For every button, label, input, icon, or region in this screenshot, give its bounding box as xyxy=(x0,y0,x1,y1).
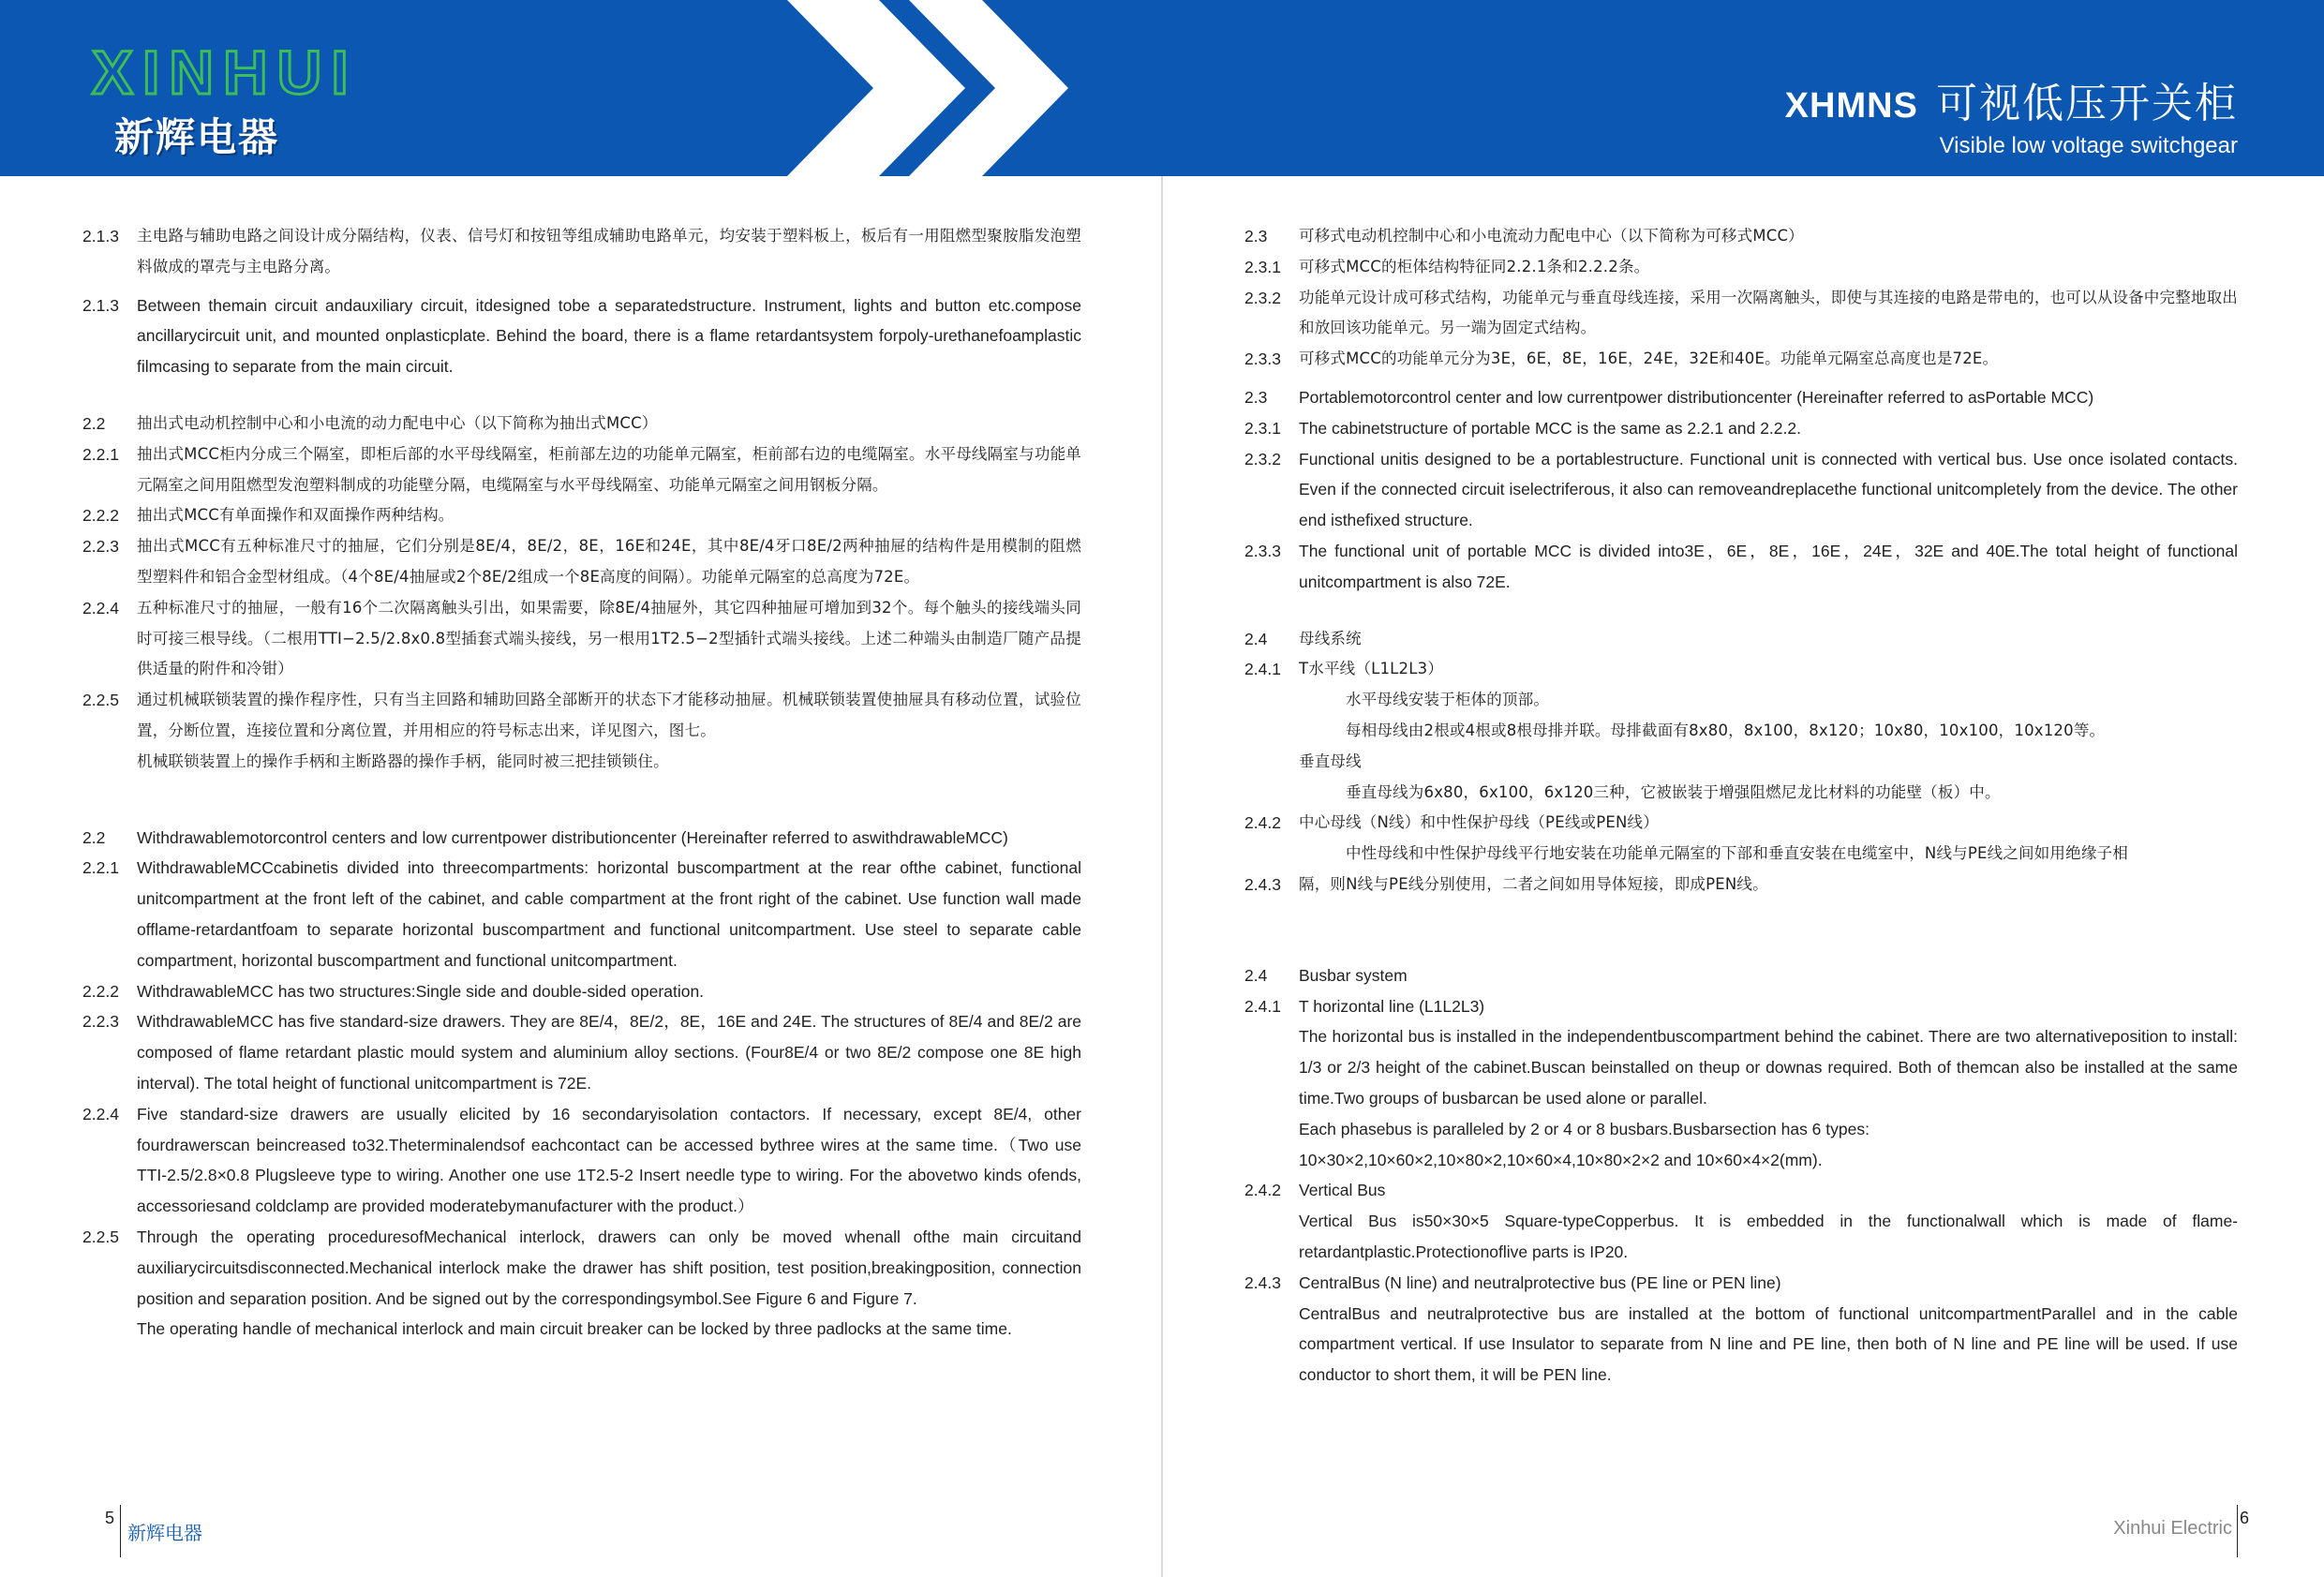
footer-brand: 新辉电器 xyxy=(127,1522,202,1544)
page-gutter xyxy=(1161,176,1163,1577)
section-2-3-3-en xyxy=(1244,536,2238,598)
section-2-2-en xyxy=(82,823,1081,854)
section-number: 2.3 xyxy=(1244,387,1268,407)
right-page xyxy=(1162,0,2324,1577)
section-2-2-5-cn-continued xyxy=(82,747,1081,778)
paragraph-text: 可移式MCC的柜体结构特征同2.2.1条和2.2.2条。 xyxy=(1299,257,1650,275)
section-number: 2.4.3 xyxy=(1244,1272,1281,1292)
section-heading: Busbar system xyxy=(1299,965,1408,985)
section-2-2-2-en xyxy=(82,976,1081,1007)
section-heading: Portablemotorcontrol center and low currentpower distributioncenter (Hereinafter referred to asPortable MCC) xyxy=(1299,387,2094,407)
paragraph-text: CentralBus (N line) and neutralprotective bus (PE line or PEN line) xyxy=(1299,1272,1781,1292)
section-number: 2.2 xyxy=(82,413,106,433)
section-2-4-3-en xyxy=(1244,1268,2238,1299)
subsection-heading: 垂直母线 xyxy=(1299,751,1362,770)
section-number: 2.4.2 xyxy=(1244,1181,1281,1200)
section-2-1-3-en xyxy=(82,290,1081,382)
paragraph-text: T水平线（L1L2L3） xyxy=(1299,660,1444,678)
section-number: 2.4.3 xyxy=(1244,874,1281,894)
section-2-4-3-cn xyxy=(1244,870,2238,900)
paragraph-text: The functional unit of portable MCC is divided into3E，6E，8E，16E，24E，32E and 40E.The total height of functional unitcompartment is also 72E. xyxy=(1299,541,2238,591)
footer-divider xyxy=(120,1505,121,1557)
paragraph-text: 功能单元设计成可移式结构，功能单元与垂直母线连接，采用一次隔离触头，即使与其连接的电路是带电的，也可以从设备中完整地取出和放回该功能单元。另一端为固定式结构。 xyxy=(1299,288,2238,337)
paragraph-text: Each phasebus is paralleled by 2 or 4 or 8 busbars.Busbarsection has 6 types: xyxy=(1299,1119,1870,1138)
section-2-3-2-cn xyxy=(1244,283,2238,345)
paragraph-text: 主电路与辅助电路之间设计成分隔结构，仪表、信号灯和按钮等组成辅助电路单元，均安装于塑料板上，板后有一用阻燃型聚胺脂发泡塑料做成的罩壳与主电路分离。 xyxy=(137,227,1081,275)
section-number: 2.2.2 xyxy=(82,506,119,526)
chevron-decoration xyxy=(731,0,1162,176)
section-heading: 抽出式电动机控制中心和小电流的动力配电中心（以下简称为抽出式MCC） xyxy=(137,413,658,432)
logo-chinese-text: 新辉电器 xyxy=(114,114,280,160)
section-2-3-en xyxy=(1244,382,2238,413)
right-page-text xyxy=(1244,221,2238,1391)
section-2-4-cn xyxy=(1244,624,2238,655)
section-heading: 母线系统 xyxy=(1299,629,1362,647)
section-number: 2.3.2 xyxy=(1244,288,1281,307)
section-number: 2.2 xyxy=(82,827,106,847)
right-footer xyxy=(2024,1503,2249,1557)
section-heading: Withdrawablemotorcontrol centers and low currentpower distributioncenter (Hereinafter referred to aswithdrawableMCC) xyxy=(137,827,1008,847)
section-number: 2.3.1 xyxy=(1244,257,1281,276)
section-2-2-5-cn xyxy=(82,685,1081,747)
section-number: 2.3.3 xyxy=(1244,541,1281,560)
left-page-text xyxy=(82,221,1081,1345)
paragraph-text: The horizontal bus is installed in the independentbuscompartment behind the cabinet. There are two alternativeposition to install: 1/3 or 2/3 height of the cabinet.Buscan beinstalled on theup or downas required. Both of themcan also be installed at the same time.Two groups of busbarcan be used alone or parallel. xyxy=(1299,1027,2238,1108)
paragraph-text: 10×30×2,10×60×2,10×80×2,10×60×4,10×80×2×2 and 10×60×4×2(mm). xyxy=(1299,1150,1823,1169)
paragraph-text: 每相母线由2根或4根或8根母排并联。母排截面有8x80，8x100，8x120；10x80，10x100，10x120等。 xyxy=(1346,721,2106,739)
section-number: 2.3.3 xyxy=(1244,350,1281,369)
section-2-2-cn xyxy=(82,409,1081,439)
section-2-4-1-cn xyxy=(1244,654,2238,685)
section-number: 2.2.3 xyxy=(82,537,119,557)
paragraph-text: 抽出式MCC有单面操作和双面操作两种结构。 xyxy=(137,506,454,525)
section-2-4-2-en xyxy=(1244,1175,2238,1206)
section-2-4-2-cn xyxy=(1244,808,2238,839)
product-title-en: Visible low voltage switchgear xyxy=(1939,133,2238,158)
paragraph-text: Five standard-size drawers are usually elicited by 16 secondaryisolation contactors. If necessary, except 8E/4, other fourdrawerscan beincreased to32.Theterminalendsof eachcontact can be accessed bythree wires at the same time.（Two use TTI-2.5/2.8×0.8 Plugsleeve type to wiring. Another one use 1T2.5-2 Insert needle type to wiring. For the abovetwo kinds ofends, accessoriesand coldclamp are provided moderatebymanufacturer with the product.） xyxy=(137,1104,1081,1216)
section-number: 2.4 xyxy=(1244,629,1268,648)
paragraph-text: WithdrawableMCC has five standard-size drawers. They are 8E/4，8E/2，8E，16E and 24E. The structures of 8E/4 and 8E/2 are composed of flame retardant plastic mould system and aluminium alloy sections. (Four8E/4 or two 8E/2 compose one 8E high interval). The total height of functional unitcompartment is 72E. xyxy=(137,1012,1081,1093)
paragraph-text: 中心母线（N线）和中性保护母线（PE线或PEN线） xyxy=(1299,813,1659,832)
section-2-2-5-en xyxy=(82,1222,1081,1314)
paragraph-text: 抽出式MCC柜内分成三个隔室，即柜后部的水平母线隔室，柜前部左边的功能单元隔室，柜前部右边的电缆隔室。水平母线隔室与功能单元隔室之间用阻燃型发泡塑料制成的功能壁分隔，电缆隔室与水平母线隔室、功能单元隔室之间用钢板分隔。 xyxy=(137,444,1081,494)
page-number: 6 xyxy=(2239,1509,2249,1527)
paragraph-text: The operating handle of mechanical interlock and main circuit breaker can be locked by three padlocks at the same time. xyxy=(137,1319,1012,1339)
section-2-2-4-cn xyxy=(82,593,1081,685)
logo-latin-text: XINHUI xyxy=(92,37,358,107)
section-number: 2.1.3 xyxy=(82,227,119,245)
paragraph-text: 可移式MCC的功能单元分为3E，6E，8E，16E，24E，32E和40E。功能单元隔室总高度也是72E。 xyxy=(1299,350,1999,368)
paragraph-text: Between themain circuit andauxiliary circuit, itdesigned tobe a separatedstructure. Instrument, lights and button etc.compose ancillarycircuit unit, and mounted onplasticplate. Behind the board, there is a flame retardantsystem forpoly-urethanefoamplastic filmcasing to separate from the main circuit. xyxy=(137,295,1081,377)
section-2-4-1-en xyxy=(1244,991,2238,1022)
product-code: XHMNS xyxy=(1784,86,1918,126)
paragraph-text: 机械联锁装置上的操作手柄和主断路器的操作手柄，能同时被三把挂锁锁住。 xyxy=(137,751,669,770)
paragraph-text: The cabinetstructure of portable MCC is the same as 2.2.1 and 2.2.2. xyxy=(1299,418,1801,438)
section-2-2-1-en xyxy=(82,853,1081,975)
section-number: 2.2.2 xyxy=(82,981,119,1001)
section-number: 2.2.4 xyxy=(82,1104,119,1123)
section-number: 2.1.3 xyxy=(82,295,119,315)
paragraph-text: 垂直母线为6x80，6x100，6x120三种，它被嵌装于增强阻燃尼龙比材料的功能壁（板）中。 xyxy=(1346,782,2001,801)
paragraph-text: Through the operating proceduresofMechanical interlock, drawers can only be moved whenall ofthe main circuitand auxiliarycircuitsdisconnected.Mechanical interlock make the drawer has shift position, test position,breakingposition, connection position and separation position. And be signed out by the correspondingsymbol.See Figure 6 and Figure 7. xyxy=(137,1227,1081,1308)
section-number: 2.2.1 xyxy=(82,444,119,464)
section-number: 2.3 xyxy=(1244,227,1268,245)
paragraph-text: Functional unitis designed to be a portablestructure. Functional unit is connected with vertical bus. Use once isolated contacts. Even if the connected circuit iselectriferous, it also can removeandreplacethe functional unitcompletely from the device. The other end isthefixed structure. xyxy=(1299,449,2238,530)
section-2-2-1-cn xyxy=(82,439,1081,501)
section-number: 2.4.1 xyxy=(1244,996,1281,1016)
section-2-3-1-cn xyxy=(1244,252,2238,283)
paragraph-text: Vertical Bus is50×30×5 Square-typeCopperbus. It is embedded in the functionalwall which is made of flame-retardantplastic.Protectionoflive parts is IP20. xyxy=(1299,1212,2238,1261)
footer-divider xyxy=(2237,1505,2238,1557)
product-title-cn: 可视低压开关柜 xyxy=(1936,80,2238,127)
section-number: 2.2.1 xyxy=(82,858,119,878)
paragraph-text: WithdrawableMCC has two structures:Single side and double-sided operation. xyxy=(137,981,705,1001)
section-number: 2.3.2 xyxy=(1244,449,1281,469)
section-number: 2.2.3 xyxy=(82,1012,119,1032)
paragraph-text: WithdrawableMCCcabinetis divided into threecompartments: horizontal buscompartment at the rear ofthe cabinet, functional unitcompartment at the front left of the cabinet, and cable compartment at the front right of the cabinet. Use function wall made offlame-retardantfoam to separate horizontal buscompartment and functional unitcompartment. Use steel to separate cable compartment, horizontal buscompartment and functional unitcompartment. xyxy=(137,858,1081,970)
section-2-4-en xyxy=(1244,960,2238,991)
paragraph-text: 五种标准尺寸的抽屉，一般有16个二次隔离触头引出，如果需要，除8E/4抽屉外，其它四种抽屉可增加到32个。每个触头的接线端头同时可接三根导线。（二根用TTI−2.5/2.8x0.8型插套式端头接线，另一根用1T2.5−2型插针式端头接线。上述二种端头由制造厂随产品提供适量的附件和冷钳） xyxy=(137,598,1081,678)
section-2-3-cn xyxy=(1244,221,2238,252)
section-2-2-3-cn xyxy=(82,531,1081,593)
section-2-2-2-cn xyxy=(82,500,1081,531)
section-2-3-1-en xyxy=(1244,413,2238,444)
section-2-2-3-en xyxy=(82,1006,1081,1098)
paragraph-text: 中性母线和中性保护母线平行地安装在功能单元隔室的下部和垂直安装在电缆室中，N线与PE线之间如用绝缘子相 xyxy=(1346,844,2128,863)
paragraph-text: 抽出式MCC有五种标准尺寸的抽屉，它们分别是8E/4，8E/2，8E，16E和24E，其中8E/4牙口8E/2两种抽屉的结构件是用模制的阻燃型塑料件和铝合金型材组成。（4个8E/4抽屉或2个8E/2组成一个8E高度的间隔）。功能单元隔室的总高度为72E。 xyxy=(137,537,1081,586)
section-number: 2.3.1 xyxy=(1244,418,1281,438)
footer-brand: Xinhui Electric xyxy=(2113,1518,2232,1539)
paragraph-text: 水平母线安装于柜体的顶部。 xyxy=(1346,691,1550,709)
section-2-3-2-en xyxy=(1244,444,2238,536)
section-number: 2.2.4 xyxy=(82,598,119,617)
section-number: 2.2.5 xyxy=(82,1227,119,1246)
section-number: 2.4 xyxy=(1244,965,1268,985)
product-title xyxy=(1785,69,2238,159)
section-2-3-3-cn xyxy=(1244,344,2238,375)
section-2-2-5-en-continued xyxy=(82,1314,1081,1345)
page-number: 5 xyxy=(105,1509,115,1527)
paragraph-text: T horizontal line (L1L2L3) xyxy=(1299,996,1485,1016)
section-number: 2.4.1 xyxy=(1244,660,1281,679)
section-2-2-4-en xyxy=(82,1099,1081,1222)
paragraph-text: Vertical Bus xyxy=(1299,1181,1386,1200)
paragraph-text: 通过机械联锁装置的操作程序性，只有当主回路和辅助回路全部断开的状态下才能移动抽屉。机械联锁装置使抽屉具有移动位置，试验位置，分断位置，连接位置和分离位置，并用相应的符号标志出来，详见图六，图七。 xyxy=(137,691,1081,739)
section-heading: 可移式电动机控制中心和小电流动力配电中心（以下简称为可移式MCC） xyxy=(1299,227,1804,245)
section-2-1-3-cn xyxy=(82,221,1081,283)
section-number: 2.4.2 xyxy=(1244,813,1281,833)
paragraph-text: CentralBus and neutralprotective bus are installed at the bottom of functional unitcompartmentParallel and in the cable compartment vertical. If use Insulator to separate from N line and PE line, then both of N line and PE line will be used. If use conductor to short them, it will be PEN line. xyxy=(1299,1303,2238,1385)
paragraph-text: 隔，则N线与PE线分别使用，二者之间如用导体短接，即成PEN线。 xyxy=(1299,874,1768,893)
section-number: 2.2.5 xyxy=(82,691,119,710)
company-logo xyxy=(92,37,358,163)
